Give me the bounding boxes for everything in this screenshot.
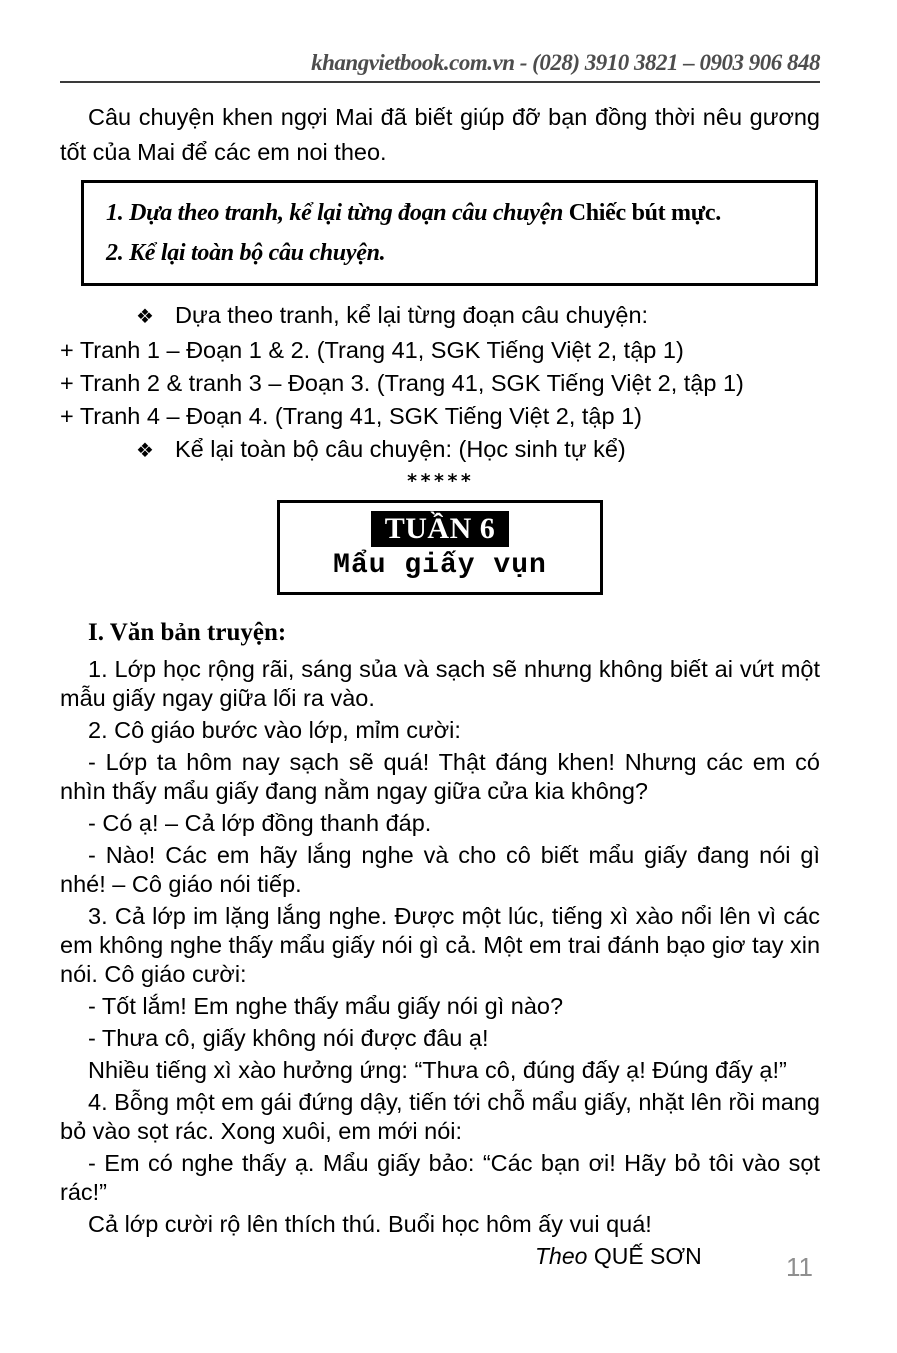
guide-sub-item: + Tranh 2 & tranh 3 – Đoạn 3. (Trang 41, SGK Tiếng Việt 2, tập 1) — [60, 370, 744, 396]
story-paragraph: Nhiều tiếng xì xào hưởng ứng: “Thưa cô, đúng đấy ạ! Đúng đấy ạ!” — [88, 1057, 787, 1083]
story-paragraph: 3. Cả lớp im lặng lắng nghe. Được một lúc, tiếng xì xào nổi lên vì các em không nghe thấy mẩu giấy nói gì cả. Một em trai đánh bạo giơ tay xin nói. Cô giáo cười: — [60, 903, 821, 987]
week-title-box — [277, 500, 603, 595]
diamond-bullet-icon: ❖ — [136, 306, 154, 328]
story-paragraph: Cả lớp cười rộ lên thích thú. Buổi học hôm ấy vui quá! — [88, 1211, 652, 1237]
section-divider-stars: ***** — [406, 470, 474, 492]
week-label: TUẦN 6 — [371, 511, 510, 547]
lesson-title: Mẩu giấy vụn — [333, 550, 547, 581]
task-box — [81, 180, 818, 286]
guide-sub-item: + Tranh 1 – Đoạn 1 & 2. (Trang 41, SGK Tiếng Việt 2, tập 1) — [60, 337, 684, 363]
attribution-prefix: Theo — [535, 1243, 588, 1269]
guide-list — [60, 299, 820, 468]
week-bar-wrap — [280, 511, 600, 547]
story-paragraph: - Tốt lắm! Em nghe thấy mẩu giấy nói gì nào? — [88, 993, 564, 1019]
publisher-contact-text: khangvietbook.com.vn - (028) 3910 3821 – 0903 906 848 — [311, 50, 820, 75]
page-number: 11 — [786, 1252, 813, 1282]
running-header — [60, 50, 820, 83]
story-paragraph: - Em có nghe thấy ạ. Mẩu giấy bảo: “Các bạn ơi! Hãy bỏ tôi vào sọt rác!” — [60, 1150, 820, 1205]
guide-item — [60, 433, 820, 468]
story-paragraph: - Nào! Các em hãy lắng nghe và cho cô biết mẩu giấy đang nói gì nhé! – Cô giáo nói tiếp. — [60, 842, 820, 897]
task-item-1-story-title: Chiếc bút mực. — [568, 200, 721, 226]
story-section-heading: I. Văn bản truyện: — [88, 619, 287, 646]
story-paragraph: - Lớp ta hôm nay sạch sẽ quá! Thật đáng khen! Nhưng các em có nhìn thấy mẩu giấy đang nằm ngay giữa cửa kia không? — [60, 749, 820, 804]
story-paragraph: 2. Cô giáo bước vào lớp, mỉm cười: — [88, 717, 461, 743]
story-paragraph: - Thưa cô, giấy không nói được đâu ạ! — [88, 1025, 489, 1051]
guide-item-text: Dựa theo tranh, kể lại từng đoạn câu chuyện: — [175, 302, 649, 328]
task-item-1-text: 1. Dựa theo tranh, kể lại từng đoạn câu chuyện — [106, 200, 569, 226]
story-paragraph: - Có ạ! – Cả lớp đồng thanh đáp. — [88, 810, 432, 836]
guide-item-text: Kể lại toàn bộ câu chuyện: (Học sinh tự kể) — [175, 436, 626, 462]
story-paragraph: 4. Bỗng một em gái đứng dậy, tiến tới chỗ mẩu giấy, nhặt lên rồi mang bỏ vào sọt rác. Xong xuôi, em mới nói: — [60, 1089, 820, 1144]
guide-item — [60, 299, 820, 334]
intro-paragraph: Câu chuyện khen ngợi Mai đã biết giúp đỡ bạn đồng thời nêu gương tốt của Mai để các em noi theo. — [60, 104, 820, 165]
story-paragraph: 1. Lớp học rộng rãi, sáng sủa và sạch sẽ nhưng không biết ai vứt một mẫu giấy ngay giữa lối ra vào. — [60, 656, 820, 711]
story-text — [60, 655, 820, 1239]
diamond-bullet-icon: ❖ — [136, 440, 154, 462]
task-item-1 — [106, 193, 809, 233]
task-item-2: 2. Kể lại toàn bộ câu chuyện. — [106, 240, 386, 266]
story-attribution — [60, 1243, 820, 1270]
attribution-author: QUẾ SƠN — [593, 1243, 702, 1269]
guide-sub-item: + Tranh 4 – Đoạn 4. (Trang 41, SGK Tiếng Việt 2, tập 1) — [60, 403, 642, 429]
